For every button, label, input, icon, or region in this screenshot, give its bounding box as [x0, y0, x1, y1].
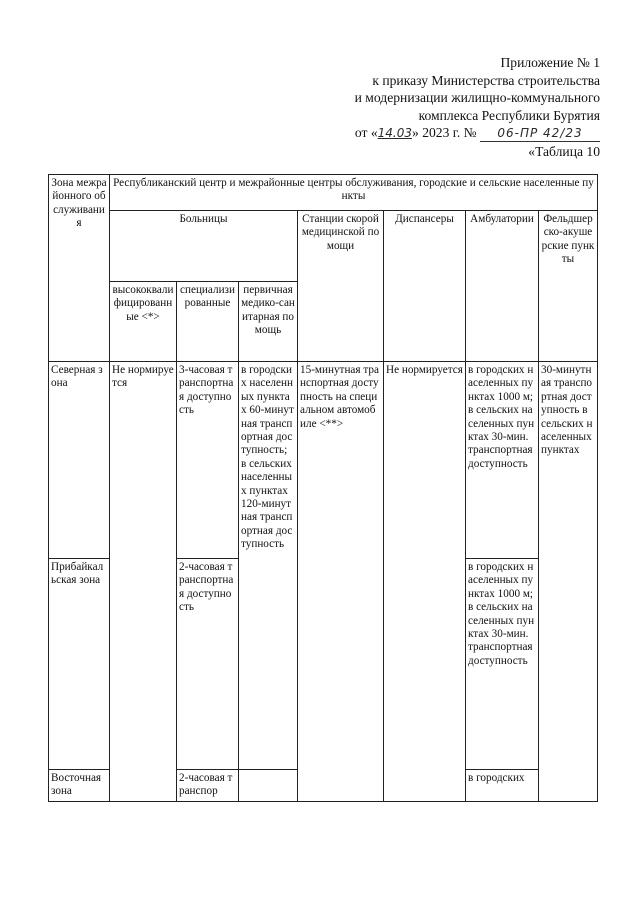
primary-care-header-cell: первичная медико-санитарная помощь: [239, 282, 298, 362]
outpatient-cell: в городских населенных пунктах 1000 м; в сельских населенных пунктах 30-мин. транспортная доступность: [466, 362, 539, 559]
accessibility-table: [48, 174, 598, 802]
high-qualified-header-cell: высококвалифицированные <*>: [110, 282, 177, 362]
order-reference-line: к приказу Министерства строительства: [372, 72, 600, 88]
ministry-line: и модернизации жилищно-коммунального: [354, 90, 600, 106]
primary-care-cell: [239, 770, 298, 802]
date-prefix: от «: [354, 125, 378, 141]
high-qualified-cell: Не нормируется: [110, 362, 177, 802]
zone-cell: Северная зона: [49, 362, 110, 559]
specialized-header-cell: специализированные: [177, 282, 239, 362]
zone-cell: Прибайкальская зона: [49, 559, 110, 770]
date-suffix: » 2023 г. №: [412, 125, 477, 141]
header-row-1: [49, 175, 598, 211]
feldsher-header-cell: Фельдшерско-акушерские пункты: [539, 211, 598, 362]
specialized-cell: 2-часовая транспортная доступность: [177, 559, 239, 770]
ambulance-cell: 15-минутная транспортная доступность на специальном автомобиле <**>: [298, 362, 384, 802]
specialized-cell: 3-часовая транспортная доступность: [177, 362, 239, 559]
ambulance-header-cell: Станции скорой медицинской помощи: [298, 211, 384, 362]
zone-header-cell: Зона межрайонного обслуживания: [49, 175, 110, 362]
dispensary-header-cell: Диспансеры: [384, 211, 466, 362]
zone-cell: Восточная зона: [49, 770, 110, 802]
outpatient-header-cell: Амбулатории: [466, 211, 539, 362]
hospitals-header-cell: Больницы: [110, 211, 298, 282]
table-label: «Таблица 10: [528, 143, 600, 159]
header-row-2: [49, 211, 598, 282]
feldsher-cell: 30-минутная транспортная доступность в сельских населенных пунктах: [539, 362, 598, 802]
dispensary-cell: Не нормируется: [384, 362, 466, 802]
handwritten-date: 14.03: [377, 126, 412, 141]
outpatient-cell: в городских населенных пунктах 1000 м; в сельских населенных пунктах 30-мин. транспортная доступность: [466, 559, 539, 770]
table-row: [49, 362, 598, 559]
handwritten-order-number: 06-ПР 42/23: [497, 126, 583, 141]
center-header-cell: Республиканский центр и межрайонные центры обслуживания, городские и сельские населенные пункты: [110, 175, 598, 211]
outpatient-cell: в городских: [466, 770, 539, 802]
primary-care-cell: в городских населенных пунктах 60-минутная транспортная доступность; в сельских населенных пунктах 120-минутная транспортная доступность: [239, 362, 298, 770]
republic-line: комплекса Республики Бурятия: [418, 107, 600, 123]
appendix-title: Приложение № 1: [500, 55, 600, 70]
specialized-cell: 2-часовая транспор: [177, 770, 239, 802]
